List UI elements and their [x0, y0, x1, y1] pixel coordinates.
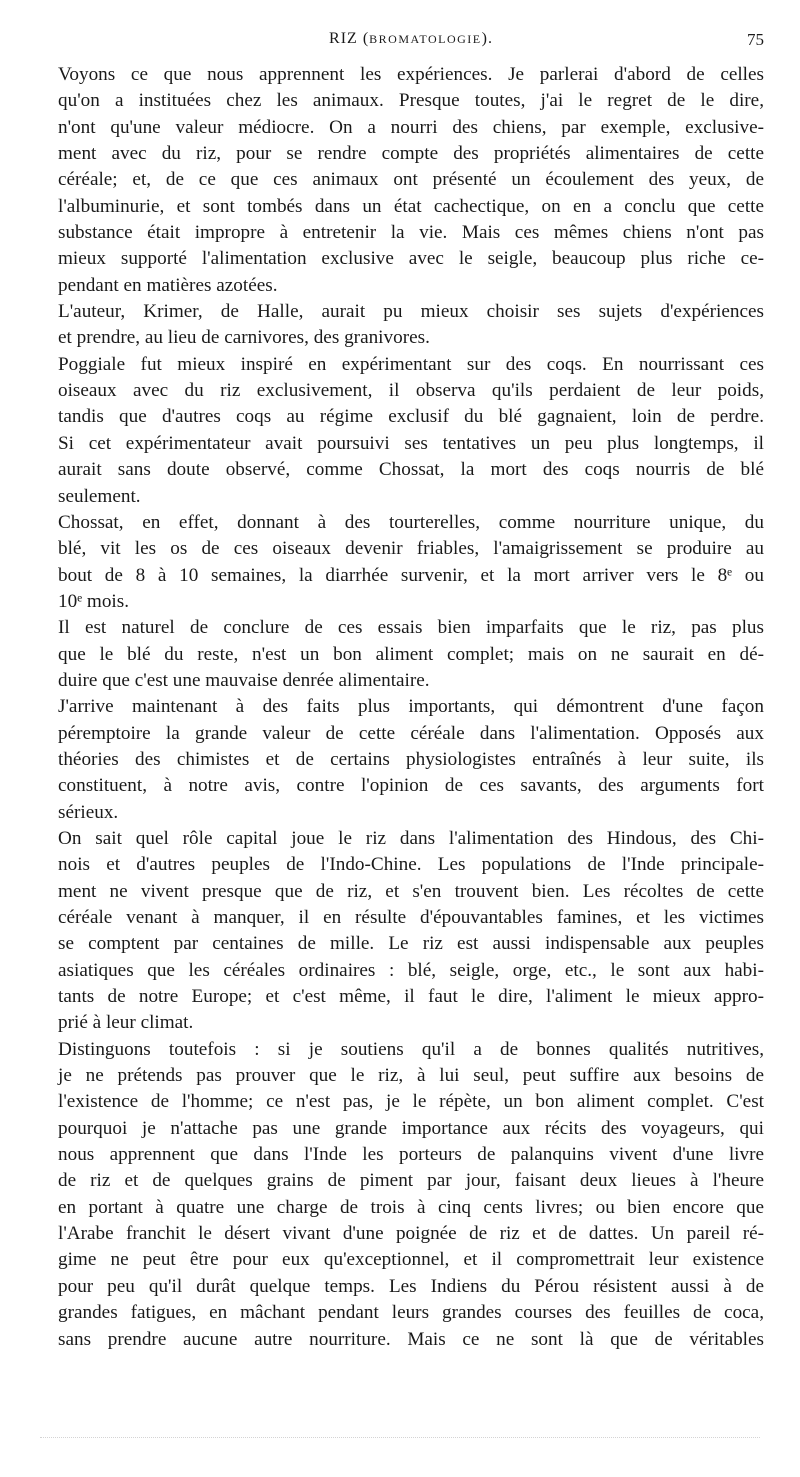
text-line: ment ne vivent presque que de riz, et s'en trouvent bien. Les récoltes de cette — [58, 880, 764, 902]
running-title-end: ). — [481, 30, 493, 47]
text-line: On sait quel rôle capital joue le riz dans l'alimentation des Hindous, des Chi- — [58, 827, 764, 849]
text-line: nois et d'autres peuples de l'Indo-Chine. Les populations de l'Inde principale- — [58, 854, 764, 876]
running-title — [58, 30, 764, 48]
body-text — [58, 62, 764, 1353]
scan-artifact-line — [40, 1437, 760, 1441]
paragraph — [58, 826, 764, 1037]
paragraph — [58, 615, 764, 694]
text-line: aurait sans doute observé, comme Chossat, la mort des coqs nourris de blé — [58, 459, 764, 481]
running-title-main: RIZ ( — [329, 30, 370, 47]
book-page — [58, 26, 764, 1353]
text-line: gime ne peut être pour eux qu'exceptionnel, et il compromettrait leur existence — [58, 1249, 764, 1271]
text-line: prié à leur climat. — [58, 1012, 194, 1034]
text-line: sans prendre aucune autre nourriture. Mais ce ne sont là que de véritables — [58, 1328, 764, 1350]
text-line: pour peu qu'il durât quelque temps. Les Indiens du Pérou résistent aussi à de — [58, 1275, 764, 1297]
text-line: Voyons ce que nous apprennent les expériences. Je parlerai d'abord de celles — [58, 64, 764, 85]
paragraph — [58, 352, 764, 510]
text-line: tants de notre Europe; et c'est même, il faut le dire, l'aliment le mieux appro- — [58, 986, 764, 1008]
text-line: Si cet expérimentateur avait poursuivi ses tentatives un peu plus longtemps, il — [58, 432, 764, 454]
text-line: qu'on a instituées chez les animaux. Presque toutes, j'ai le regret de le dire, — [58, 90, 764, 112]
text-line: et prendre, au lieu de carnivores, des granivores. — [58, 327, 430, 349]
text-line: duire que c'est une mauvaise denrée alimentaire. — [58, 669, 430, 691]
text-line: Chossat, en effet, donnant à des tourterelles, comme nourriture unique, du — [58, 511, 764, 533]
text-line: Distinguons toutefois : si je soutiens qu'il a de bonnes qualités nutritives, — [58, 1038, 764, 1060]
text-line: L'auteur, Krimer, de Halle, aurait pu mieux choisir ses sujets d'expériences — [58, 301, 764, 323]
text-line: grandes fatigues, en mâchant pendant leurs grandes courses des feuilles de coca, — [58, 1302, 764, 1324]
text-line: mieux supporté l'alimentation exclusive avec le seigle, beaucoup plus riche ce- — [58, 248, 764, 270]
text-line: substance était impropre à entretenir la vie. Mais ces mêmes chiens n'ont pas — [58, 222, 764, 244]
text-line: 10ᵉ mois. — [58, 590, 130, 612]
text-line: l'existence de l'homme; ce n'est pas, je le répète, un bon aliment complet. C'est — [58, 1091, 764, 1113]
text-line: nous apprennent que dans l'Inde les porteurs de palanquins vivent d'une livre — [58, 1144, 764, 1166]
text-line: je ne prétends pas prouver que le riz, à lui seul, peut suffire aux besoins de — [58, 1065, 764, 1087]
text-line: péremptoire la grande valeur de cette céréale dans l'alimentation. Opposés aux — [58, 722, 764, 744]
paragraph — [58, 299, 764, 352]
text-line: ment avec du riz, pour se rendre compte des propriétés alimentaires de cette — [58, 143, 764, 165]
text-line: en portant à quatre une charge de trois à cinq cents livres; ou bien encore que — [58, 1196, 764, 1218]
running-title-small-caps: BROMATOLOGIE — [369, 32, 482, 46]
text-line: tandis que d'autres coqs au régime exclusif du blé gagnaient, loin de perdre. — [58, 406, 764, 428]
text-line: Il est naturel de conclure de ces essais bien imparfaits que le riz, pas plus — [58, 617, 764, 639]
text-line: J'arrive maintenant à des faits plus importants, qui démontrent d'une façon — [58, 696, 764, 718]
running-header — [58, 26, 764, 56]
text-line: l'Arabe franchit le désert vivant d'une poignée de riz et de dattes. Un pareil ré- — [58, 1223, 764, 1245]
text-line: oiseaux avec du riz exclusivement, il observa qu'ils perdaient de leur poids, — [58, 380, 764, 402]
text-line: constituent, à notre avis, contre l'opinion de ces savants, des arguments fort — [58, 775, 764, 797]
text-line: seulement. — [58, 485, 141, 507]
text-line: bout de 8 à 10 semaines, la diarrhée survenir, et la mort arriver vers le 8ᵉ ou — [58, 564, 764, 586]
paragraph — [58, 694, 764, 826]
text-line: Poggiale fut mieux inspiré en expérimentant sur des coqs. En nourrissant ces — [58, 353, 764, 375]
text-line: asiatiques que les céréales ordinaires : blé, seigle, orge, etc., le sont aux habi- — [58, 959, 764, 981]
text-line: de riz et de quelques grains de piment par jour, faisant deux lieues à l'heure — [58, 1170, 764, 1192]
text-line: n'ont qu'une valeur médiocre. On a nourri des chiens, par exemple, exclusive- — [58, 116, 764, 138]
text-line: pendant en matières azotées. — [58, 274, 278, 296]
text-line: céréale venant à manquer, il en résulte d'épouvantables famines, et les victimes — [58, 907, 764, 928]
paragraph — [58, 62, 764, 299]
text-line: l'albuminurie, et sont tombés dans un état cachectique, on en a conclu que cette — [58, 195, 764, 217]
text-line: que le blé du reste, n'est un bon aliment complet; mais on ne saurait en dé- — [58, 643, 764, 665]
text-line: blé, vit les os de ces oiseaux devenir friables, l'amaigrissement se produire au — [58, 538, 764, 560]
text-line: théories des chimistes et de certains physiologistes entraînés à leur suite, ils — [58, 748, 764, 770]
paragraph — [58, 1037, 764, 1353]
paragraph — [58, 510, 764, 615]
page-number: 75 — [747, 30, 764, 49]
text-line: se comptent par centaines de mille. Le riz est aussi indispensable aux peuples — [58, 933, 764, 955]
text-line: sérieux. — [58, 801, 119, 823]
text-line: céréale; et, de ce que ces animaux ont présenté un écoulement des yeux, de — [58, 169, 764, 191]
text-line: pourquoi je n'attache pas une grande importance aux récits des voyageurs, qui — [58, 1117, 764, 1139]
